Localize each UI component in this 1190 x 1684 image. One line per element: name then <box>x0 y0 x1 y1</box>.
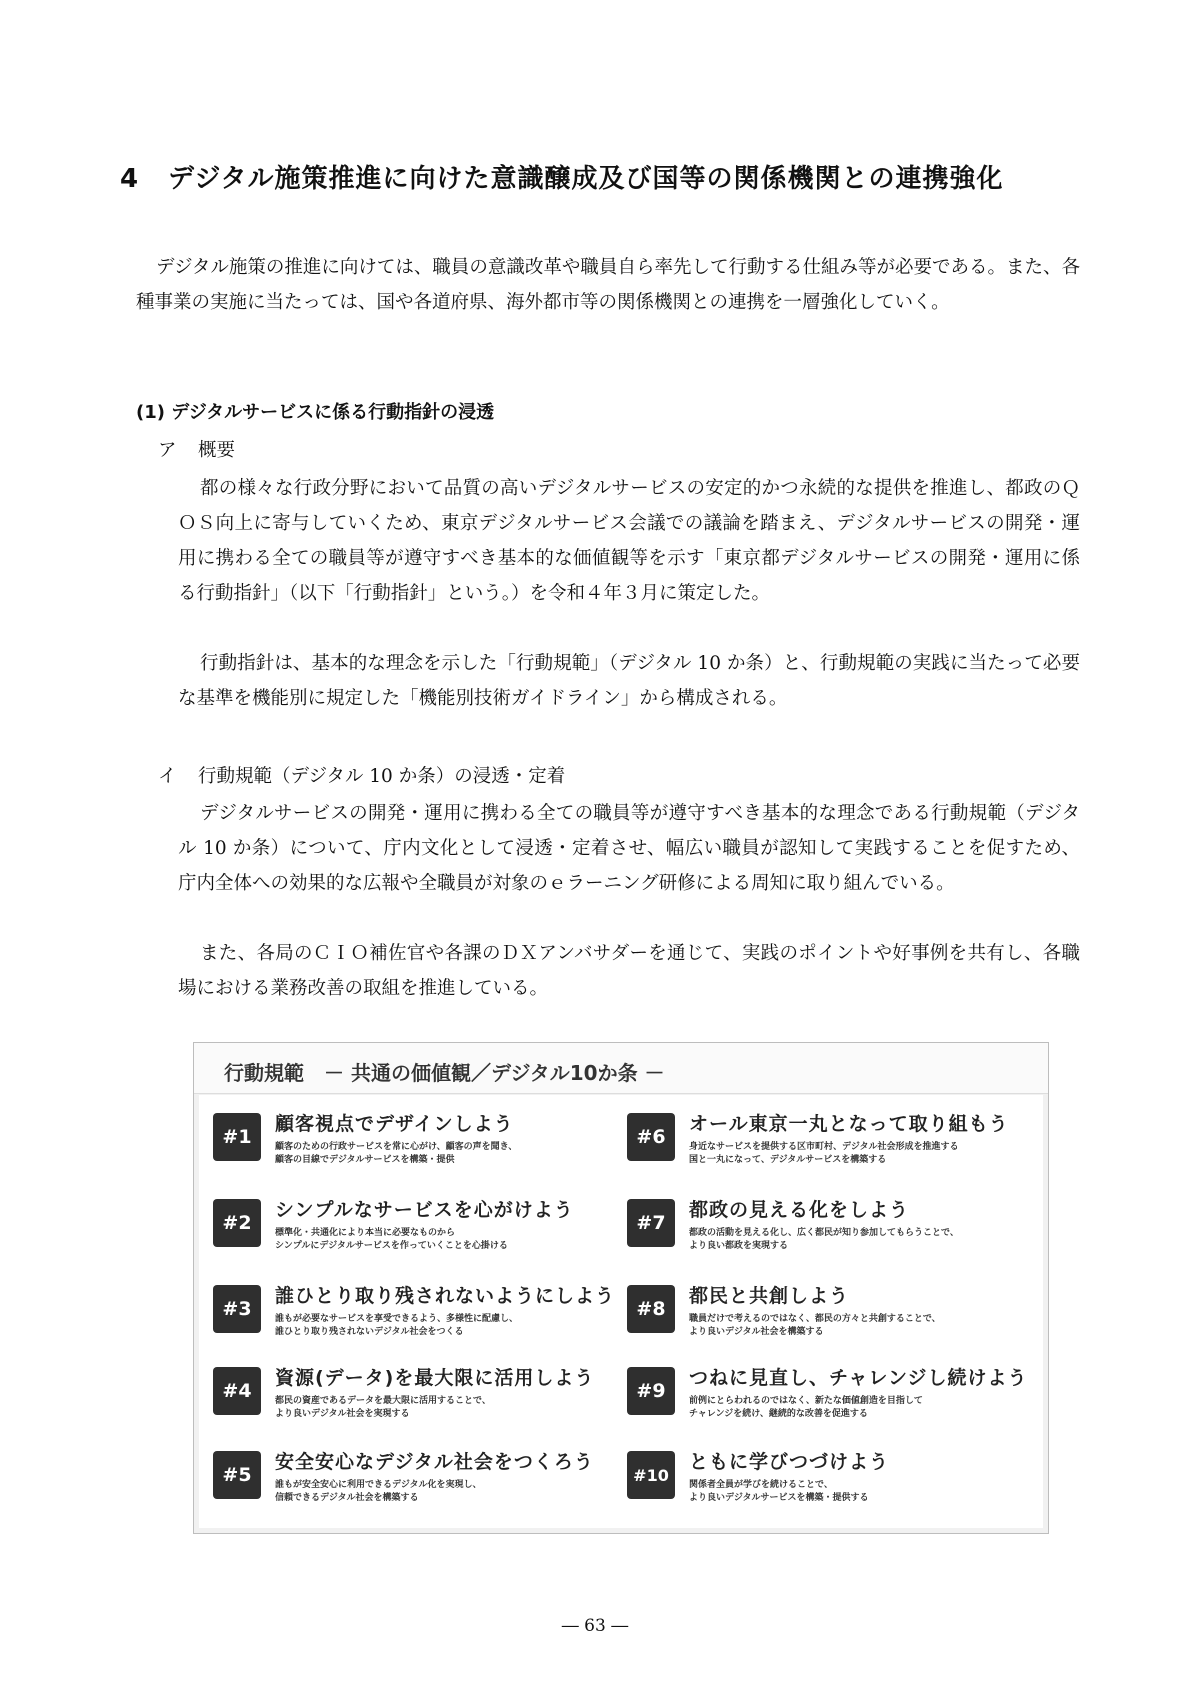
rule-title: シンプルなサービスを心がけよう <box>275 1199 574 1221</box>
rule-title: 都政の見える化をしよう <box>689 1199 910 1221</box>
rule-title: 安全安心なデジタル社会をつくろう <box>275 1451 594 1473</box>
rule-description: 誰もが必要なサービスを享受できるよう、多様性に配慮し、 誰ひとり取り残されないデジタル社会をつくる <box>275 1314 519 1337</box>
rule-card-9 <box>627 1361 1047 1431</box>
rule-number-badge: #9 <box>627 1367 675 1415</box>
item-a-mark: ア <box>158 440 177 461</box>
figure-panel <box>199 1095 1043 1528</box>
rule-title: 都民と共創しよう <box>689 1285 850 1307</box>
rule-title: ともに学びつづけよう <box>689 1451 890 1473</box>
item-a-heading <box>158 436 235 466</box>
rule-number-badge: #5 <box>213 1451 261 1499</box>
rule-description: 標準化・共通化により本当に必要なものから シンプルにデジタルサービスを作っていくことを心掛ける <box>275 1228 508 1251</box>
item-a-title: 概要 <box>198 440 236 461</box>
rule-number-badge: #4 <box>213 1367 261 1415</box>
rule-description: 前例にとらわれるのではなく、新たな価値創造を目指して チャレンジを続け、継続的な改善を促進する <box>689 1396 923 1419</box>
digital-ten-principles-figure <box>193 1042 1049 1534</box>
rule-title: 誰ひとり取り残されないようにしよう <box>275 1285 616 1307</box>
rule-description: 職員だけで考えるのではなく、都民の方々と共創することで、 より良いデジタル社会を構築する <box>689 1314 941 1337</box>
rule-title: 顧客視点でデザインしよう <box>275 1113 514 1135</box>
item-b-mark: イ <box>158 766 177 787</box>
rule-description: 誰もが安全安心に利用できるデジタル化を実現し、 信頼できるデジタル社会を構築する <box>275 1480 482 1503</box>
section-number: 4 <box>120 164 140 194</box>
rule-description: 顧客のための行政サービスを常に心がけ、顧客の声を聞き、 顧客の目線でデジタルサービスを構築・提供 <box>275 1142 518 1165</box>
item-b-paragraph-1: デジタルサービスの開発・運用に携わる全ての職員等が遵守すべき基本的な理念である行動規範（デジタル 10 か条）について、庁内文化として浸透・定着させ、幅広い職員が認知して実践することを促すため、庁内全体への効果的な広報や全職員が対象のｅラーニング研修による周知に取り組んでいる。 <box>178 803 1080 894</box>
rule-description: 身近なサービスを提供する区市町村、デジタル社会形成を推進する 国と一丸になって、デジタルサービスを構築する <box>689 1142 959 1165</box>
rule-card-4 <box>213 1361 633 1431</box>
item-a-paragraph-1: 都の様々な行政分野において品質の高いデジタルサービスの安定的かつ永続的な提供を推進し、都政のＱＯＳ向上に寄与していくため、東京デジタルサービス会議での議論を踏まえ、デジタルサービスの開発・運用に携わる全ての職員等が遵守すべき基本的な価値観等を示す「東京都デジタルサービスの開発・運用に係る行動指針」（以下「行動指針」という。）を令和４年３月に策定した。 <box>178 478 1080 604</box>
item-a-paragraph-2: 行動指針は、基本的な理念を示した「行動規範」（デジタル 10 か条）と、行動規範の実践に当たって必要な基準を機能別に規定した「機能別技術ガイドライン」から構成される。 <box>178 653 1080 709</box>
rule-number-badge: #6 <box>627 1113 675 1161</box>
item-b-paragraph-2: また、各局のＣＩＯ補佐官や各課のＤＸアンバサダーを通じて、実践のポイントや好事例を共有し、各職場における業務改善の取組を推進している。 <box>178 943 1080 999</box>
rule-description: 都政の活動を見える化し、広く都民が知り参加してもらうことで、 より良い都政を実現する <box>689 1228 959 1251</box>
rule-number-badge: #3 <box>213 1285 261 1333</box>
figure-title: 行動規範 － 共通の価値観／デジタル10か条 － <box>224 1061 665 1085</box>
page-number: ― 63 ― <box>561 1616 629 1636</box>
intro-paragraph: デジタル施策の推進に向けては、職員の意識改革や職員自ら率先して行動する仕組み等が必要である。また、各種事業の実施に当たっては、国や各道府県、海外都市等の関係機関との連携を一層強化していく。 <box>136 257 1080 313</box>
rule-number-badge: #1 <box>213 1113 261 1161</box>
rule-number-badge: #7 <box>627 1199 675 1247</box>
rule-card-1 <box>213 1107 633 1177</box>
rule-number-badge: #10 <box>627 1451 675 1499</box>
figure-header <box>194 1043 1048 1094</box>
rule-description: 関係者全員が学びを続けることで、 より良いデジタルサービスを構築・提供する <box>689 1480 869 1503</box>
rule-card-7 <box>627 1193 1047 1263</box>
item-b-heading <box>158 762 565 792</box>
section-title-text: デジタル施策推進に向けた意識醸成及び国等の関係機関との連携強化 <box>168 164 1004 194</box>
rule-card-8 <box>627 1279 1047 1349</box>
subsection-heading: (1) デジタルサービスに係る行動指針の浸透 <box>136 402 495 423</box>
rule-card-5 <box>213 1445 633 1515</box>
rule-card-10 <box>627 1445 1047 1515</box>
rule-card-6 <box>627 1107 1047 1177</box>
rule-title: 資源(データ)を最大限に活用しよう <box>275 1367 595 1389</box>
item-b-title: 行動規範（デジタル 10 か条）の浸透・定着 <box>198 766 566 787</box>
rule-number-badge: #2 <box>213 1199 261 1247</box>
rule-card-2 <box>213 1193 633 1263</box>
rule-number-badge: #8 <box>627 1285 675 1333</box>
rule-description: 都民の資産であるデータを最大限に活用することで、 より良いデジタル社会を実現する <box>275 1396 491 1419</box>
rule-title: オール東京一丸となって取り組もう <box>689 1113 1009 1135</box>
rule-card-3 <box>213 1279 633 1349</box>
section-title <box>120 158 1080 195</box>
rule-title: つねに見直し、チャレンジし続けよう <box>689 1367 1028 1389</box>
